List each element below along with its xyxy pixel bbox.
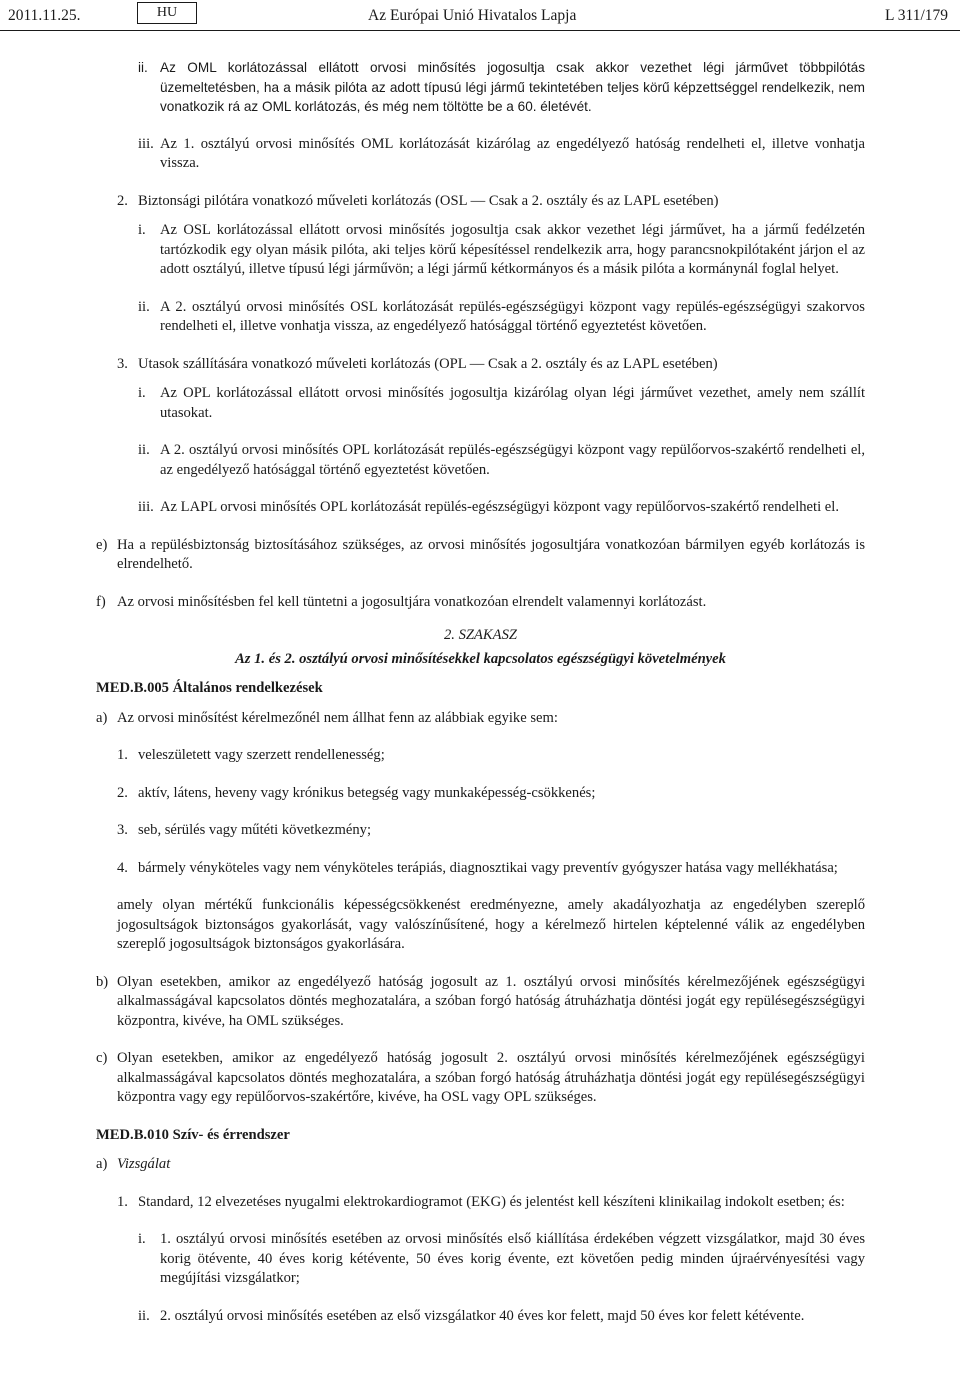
item-label: 3. [117, 822, 128, 838]
paragraph-e: Ha a repülésbiztonság biztosításához szükséges, az orvosi minősítés jogosultjára vonatkozóan bármilyen egyéb korlátozás is elrendelhető. [117, 536, 865, 572]
header-rule [0, 30, 960, 31]
heading-osl: Biztonsági pilótára vonatkozó műveleti korlátozás (OSL — Csak a 2. osztály és az LAPL esetében) [138, 192, 719, 209]
item-label: c) [96, 1050, 108, 1066]
paragraph-f: Az orvosi minősítésben fel kell tüntetni a jogosultjára vonatkozóan elrendelt valamennyi korlátozást. [117, 593, 707, 610]
item-label: 1. [117, 747, 128, 763]
paragraph-c: Olyan esetekben, amikor az engedélyező hatóság jogosult 2. osztályú orvosi minősítés kérelmezőjének egészségügyi alkalmasságával kapcsolatos döntés meghozatalára, a szóban forgó hatóság átruházhatja döntési jogát egy repülésegészségügyi központra vagy egy repülőorvos-szakértőre, kivéve, ha OSL vagy OPL szükséges. [117, 1050, 865, 1105]
paragraph-opl-lapl: Az LAPL orvosi minősítés OPL korlátozását repülés-egészségügyi központ vagy repülőorvos-szakértő rendelheti el. [160, 499, 839, 515]
page-header [0, 0, 960, 30]
heading-opl: Utasok szállítására vonatkozó műveleti korlátozás (OPL — Csak a 2. osztály és az LAPL esetében) [138, 355, 718, 372]
list-item: bármely vényköteles vagy nem vényköteles terápiás, diagnosztikai vagy preventív gyógyszer hatása vagy mellékhatása; [138, 859, 838, 876]
journal-title: Az Európai Unió Hivatalos Lapja [368, 7, 577, 24]
paragraph-oml-multi-pilot: Az OML korlátozással ellátott orvosi minősítés jogosultja csak akkor vezethet légi járművet többpilótás üzemeltetésben, ha a másik pilóta az adott típusú légi jármű tekintetében teljes körű képzettséggel rendelkezik, nem vonatkozik rá az OML korlátozás, és még nem töltötte be a 60. életévét. [160, 60, 865, 114]
list-item: veleszületett vagy szerzett rendellenesség; [138, 747, 385, 763]
paragraph-ekg: Standard, 12 elvezetéses nyugalmi elektrokardiogramot (EKG) és jelentést kell készíteni klinikailag indokolt esetben; és: [138, 1193, 845, 1210]
list-item: seb, sérülés vagy műtéti következmény; [138, 822, 372, 838]
paragraph-consequence: amely olyan mértékű funkcionális képességcsökkenést eredményezne, amely akadályozhatja az engedélyben szereplő jogosultságok biztonságos gyakorlását, vagy valószínűsítené, hogy a kérelmező hirtelen képtelenné válik az engedélyben szereplő jogosultságok biztonságos gyakorlására. [117, 897, 865, 952]
item-label: 4. [117, 859, 128, 876]
item-label: ii. [138, 1307, 150, 1324]
paragraph-osl-revocation: A 2. osztályú orvosi minősítés OSL korlátozását repülés-egészségügyi központ vagy repülés-egészségügyi szakorvos rendelheti el, illetve vonhatja vissza, az engedélyező hatósággal történő egyeztetést követően. [160, 298, 865, 334]
item-label: iii. [138, 499, 154, 515]
paragraph-ekg-class1: 1. osztályú orvosi minősítés esetében az orvosi minősítés első kiállítása érdekében végzett vizsgálatkor, majd 30 éves korig ötévente, 40 éves korig kétévente, 50 éves korig évente, ezt követően pedig minden újraérvényesítési vagy megújítási vizsgálatkor; [160, 1231, 865, 1286]
item-label: ii. [138, 60, 148, 75]
list-item: aktív, látens, heveny vagy krónikus betegség vagy munkaképesség-csökkenés; [138, 784, 596, 801]
item-label: 1. [117, 1193, 128, 1210]
item-label: b) [96, 973, 109, 990]
item-label: i. [138, 385, 146, 401]
paragraph-ekg-class2: 2. osztályú orvosi minősítés esetében az első vizsgálatkor 40 éves kor felett, majd 50 éves kor felett kétévente. [160, 1307, 805, 1324]
item-label: a) [96, 1156, 108, 1172]
paragraph-osl-safety-pilot: Az OSL korlátozással ellátott orvosi minősítés jogosultja csak akkor vezethet légi járművet, ha a jármű fedélzetén tartózkodik egy olyan másik pilóta, aki teljes körű képesítéssel rendelkezik arra, hogy parancsnokpilótaként járjon el az adott osztályú, illetve típusú légi járművön; a légi jármű kétkormányos és a másik pilóta a kormánynál foglal helyet. [160, 222, 865, 277]
item-label: 2. [117, 192, 128, 209]
header-date: 2011.11.25. [8, 7, 81, 24]
paragraph-opl-revocation: A 2. osztályú orvosi minősítés OPL korlátozását repülés-egészségügyi központ vagy repülőorvos-szakértő rendelheti el, az engedélyező hatósággal történő egyeztetést követően. [160, 442, 865, 478]
item-label: ii. [138, 298, 150, 315]
language-badge: HU [137, 2, 197, 24]
item-label: a) [96, 709, 108, 726]
heading-med-b-005: MED.B.005 Általános rendelkezések [96, 680, 323, 696]
item-label: ii. [138, 442, 150, 458]
item-label: f) [96, 593, 106, 610]
item-label: i. [138, 222, 146, 238]
item-label: 2. [117, 784, 128, 801]
item-label: iii. [138, 135, 154, 152]
paragraph-a: Az orvosi minősítést kérelmezőnél nem állhat fenn az alábbiak egyike sem: [117, 709, 558, 726]
paragraph-opl-no-passengers: Az OPL korlátozással ellátott orvosi minősítés jogosultja kizárólag olyan légi járművet vezethet, amely nem szállít utasokat. [160, 385, 865, 421]
paragraph-b: Olyan esetekben, amikor az engedélyező hatóság jogosult az 1. osztályú orvosi minősítés kérelmezőjének egészségügyi alkalmasságával kapcsolatos döntés meghozatalára, a szóban forgó hatóság átruházhatja döntési jogát egy repülésegészségügyi központra, kivéve, ha OML szükséges. [117, 973, 865, 1029]
item-label: i. [138, 1231, 146, 1247]
heading-med-b-010: MED.B.010 Szív- és érrendszer [96, 1126, 290, 1143]
paragraph-vizsgalat: Vizsgálat [117, 1156, 171, 1172]
section-subtitle: Az 1. és 2. osztályú orvosi minősítésekkel kapcsolatos egészségügyi követelmények [235, 650, 726, 667]
item-label: 3. [117, 355, 128, 372]
paragraph-oml-revocation: Az 1. osztályú orvosi minősítés OML korlátozását kizárólag az engedélyező hatóság rendelheti el, illetve vonhatja vissza. [160, 135, 865, 171]
item-label: e) [96, 536, 108, 553]
page-number: L 311/179 [885, 7, 948, 24]
section-title: 2. SZAKASZ [444, 627, 517, 643]
